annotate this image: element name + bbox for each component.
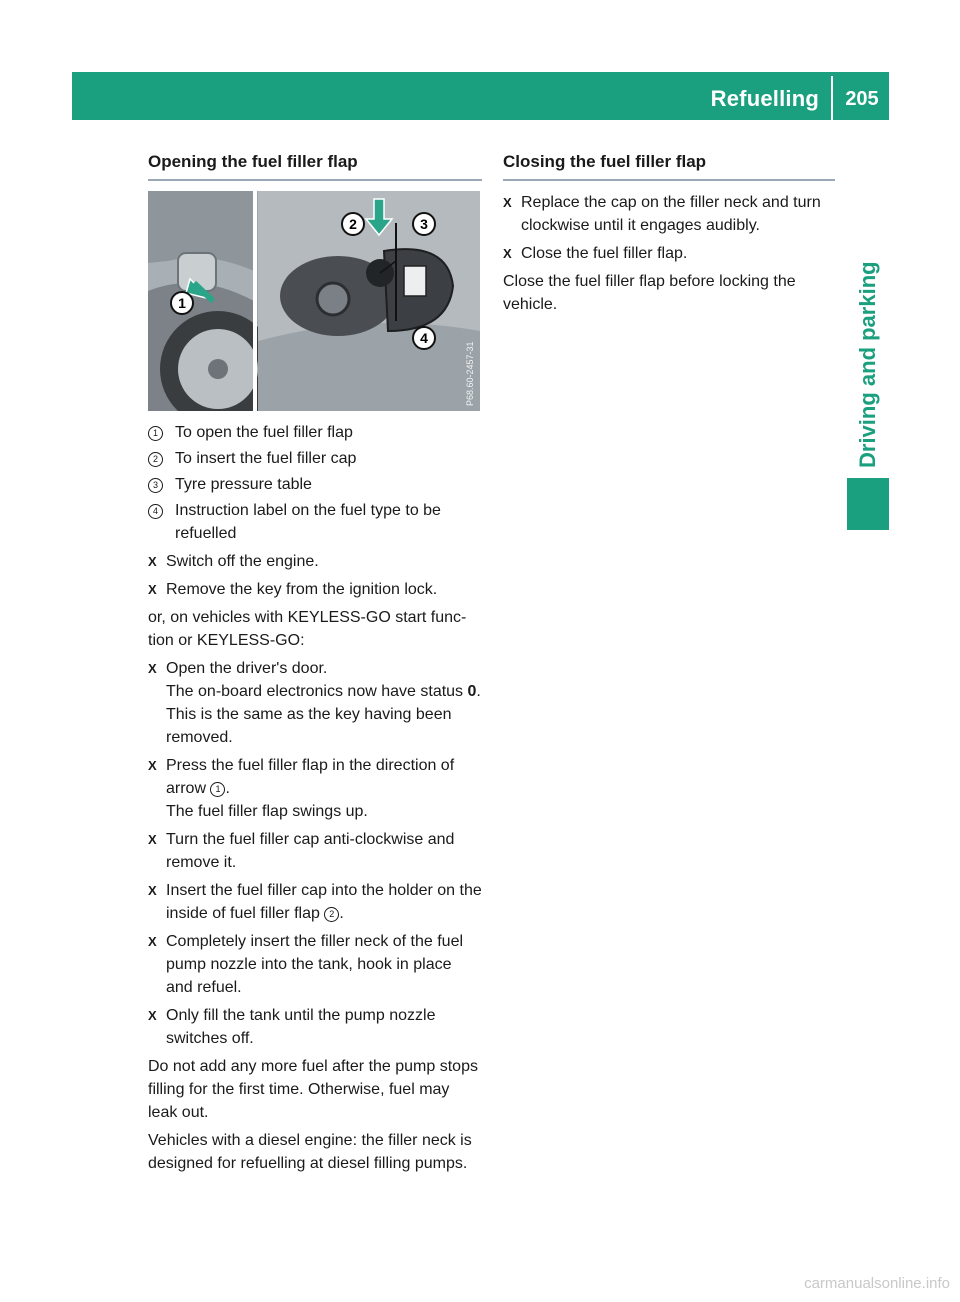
callout-3: 3 xyxy=(420,216,428,232)
fuel-flap-illustration xyxy=(148,191,480,411)
legend-text: Instruction label on the fuel type to be refuelled xyxy=(175,502,441,542)
callout-1: 1 xyxy=(178,295,186,311)
instruction-step xyxy=(148,930,482,999)
instruction-step xyxy=(148,657,482,749)
fuel-flap-figure xyxy=(148,191,480,411)
legend-text: To open the fuel filler flap xyxy=(175,424,353,441)
instruction-step xyxy=(503,242,835,265)
step-text: Replace the cap on the filler neck and turn clockwise until it engages audibly. xyxy=(521,194,821,234)
chapter-side-tab: Driving and parking xyxy=(855,261,880,469)
legend-number: 4 xyxy=(148,504,163,519)
legend-text: To insert the fuel filler cap xyxy=(175,450,357,467)
step-text: Completely insert the filler neck of the fuel pump nozzle into the tank, hook in place and refuel. xyxy=(166,933,464,996)
step-bullet-icon: X xyxy=(148,1008,157,1023)
paragraph: or, on vehicles with KEYLESS-GO start func-tion or KEYLESS-GO: xyxy=(148,609,467,649)
instruction-step: X Insert the fuel filler cap into the holder on the inside of fuel filler flap 2 . xyxy=(148,879,482,925)
instruction-step xyxy=(148,828,482,874)
callout-4: 4 xyxy=(420,330,428,346)
step-text: Press the fuel filler flap in the direction of arrow xyxy=(166,757,455,797)
status-value: 0 xyxy=(467,683,477,700)
step-bullet-icon: X xyxy=(148,883,157,898)
step-text: Switch off the engine. xyxy=(166,553,319,570)
step-bullet-icon: X xyxy=(148,554,157,569)
section-heading-opening: Opening the fuel filler flap xyxy=(148,150,482,181)
page-header xyxy=(72,72,889,120)
chapter-tab-marker xyxy=(847,478,889,530)
step-bullet-icon: X xyxy=(503,246,512,261)
step-bullet-icon: X xyxy=(148,758,157,773)
step-text: Remove the key from the ignition lock. xyxy=(166,581,438,598)
paragraph: Close the fuel filler flap before locking the vehicle. xyxy=(503,273,796,313)
header-divider xyxy=(831,76,833,120)
instruction-step xyxy=(148,1004,482,1050)
step-text: Only fill the tank until the pump nozzle switches off. xyxy=(166,1007,436,1047)
step-result-text: The fuel filler flap swings up. xyxy=(166,803,368,820)
right-column xyxy=(503,150,835,319)
legend-item xyxy=(148,473,482,496)
instruction-step: X Press the fuel filler flap in the direction of arrow 1 . The fuel filler flap swings up. xyxy=(148,754,482,823)
step-text: Open the driver's door. xyxy=(166,660,328,677)
step-bullet-icon: X xyxy=(148,832,157,847)
section-heading-closing: Closing the fuel filler flap xyxy=(503,150,835,181)
page-number: 205 xyxy=(845,88,879,110)
step-bullet-icon: X xyxy=(148,934,157,949)
legend-item xyxy=(148,421,482,444)
callout-2: 2 xyxy=(349,216,357,232)
figure-code: P68.60-2457-31 xyxy=(465,341,475,406)
legend-item xyxy=(148,499,482,545)
step-bullet-icon: X xyxy=(503,195,512,210)
legend-number: 3 xyxy=(148,478,163,493)
step-text: Close the fuel filler flap. xyxy=(521,245,688,262)
instruction-step xyxy=(148,578,482,601)
instruction-step xyxy=(503,191,835,237)
step-bullet-icon: X xyxy=(148,582,157,597)
page-section-title: Refuelling xyxy=(710,86,819,111)
step-text: Turn the fuel filler cap anti-clockwise and remove it. xyxy=(166,831,455,871)
step-text: Insert the fuel filler cap into the holder on the inside of fuel filler flap xyxy=(166,882,482,922)
step-bullet-icon: X xyxy=(148,661,157,676)
step-result-text: The on-board electronics now have status 0. This is the same as the key having been removed. xyxy=(166,683,481,746)
paragraph: Vehicles with a diesel engine: the filler neck is designed for refuelling at diesel filling pumps. xyxy=(148,1132,472,1172)
instruction-step xyxy=(148,550,482,573)
inline-callout-number: 2 xyxy=(324,907,339,922)
footer-site-watermark: carmanualsonline.info xyxy=(804,1275,950,1292)
legend-text: Tyre pressure table xyxy=(175,476,312,493)
legend-number: 2 xyxy=(148,452,163,467)
inline-callout-number: 1 xyxy=(210,782,225,797)
legend-item xyxy=(148,447,482,470)
left-column xyxy=(148,150,482,1178)
legend-number: 1 xyxy=(148,426,163,441)
paragraph: Do not add any more fuel after the pump stops filling for the first time. Otherwise, fuel may leak out. xyxy=(148,1058,478,1121)
